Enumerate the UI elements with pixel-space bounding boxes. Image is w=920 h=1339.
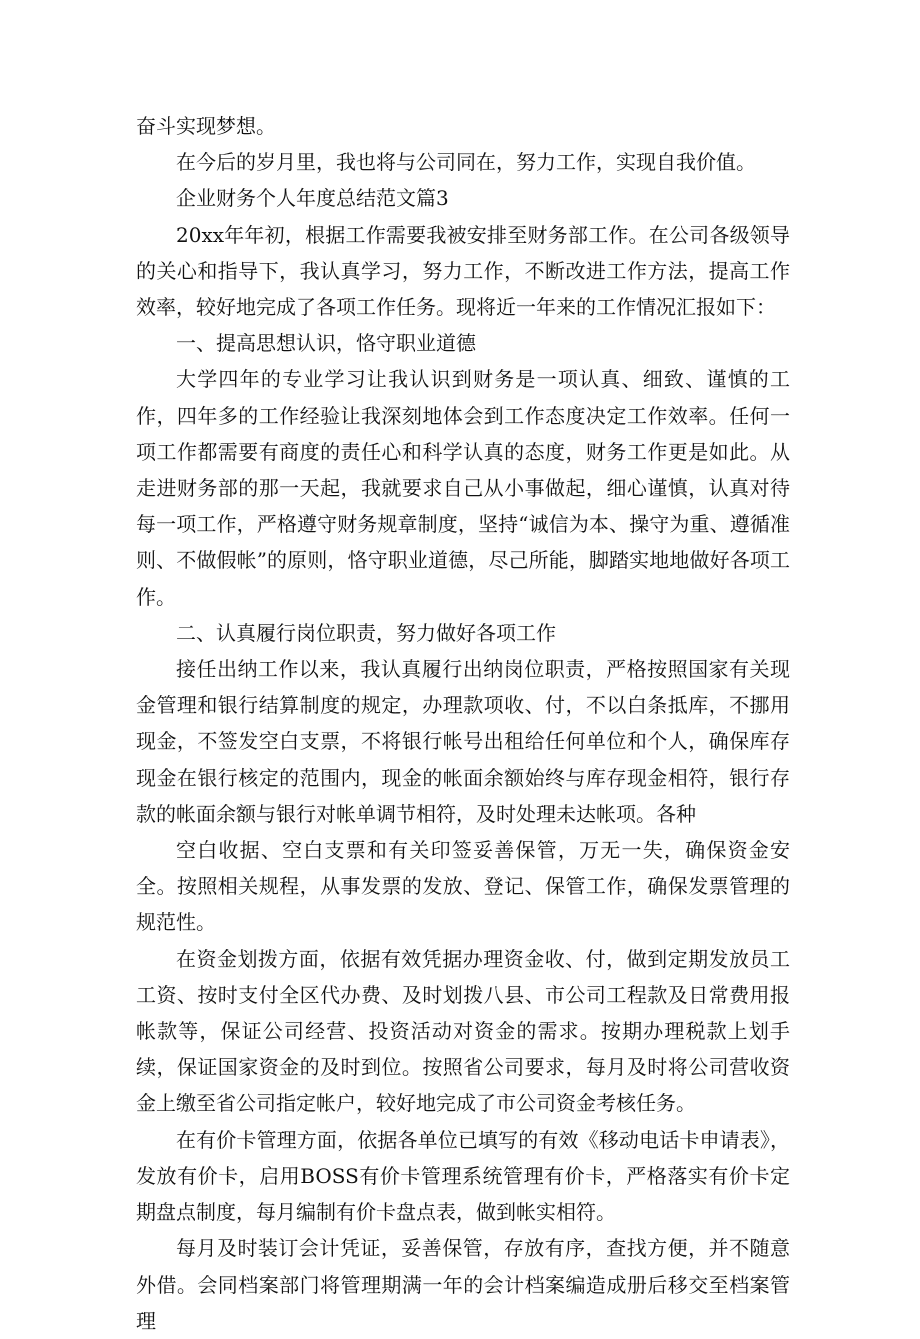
paragraph: 每月及时装订会计凭证，妥善保管，存放有序，查找方便，并不随意外借。会同档案部门将管理期满一年的会计档案编造成册后移交至档案管理 — [136, 1236, 790, 1333]
paragraph: 空白收据、空白支票和有关印签妥善保管，万无一失，确保资金安全。按照相关规程，从事发票的发放、登记、保管工作，确保发票管理的规范性。 — [136, 838, 790, 935]
paragraph: 在资金划拨方面，依据有效凭据办理资金收、付，做到定期发放员工工资、按时支付全区代办费、及时划拨八县、市公司工程款及日常费用报帐款等，保证公司经营、投资活动对资金的需求。按期办理税款上划手续，保证国家资金的及时到位。按照省公司要求，每月及时将公司营收资金上缴至省公司指定帐户，较好地完成了市公司资金考核任务。 — [136, 946, 790, 1116]
section-heading: 二、认真履行岗位职责，努力做好各项工作 — [176, 620, 556, 645]
document-body — [136, 108, 790, 1339]
paragraph: 大学四年的专业学习让我认识到财务是一项认真、细致、谨慎的工作，四年多的工作经验让我深刻地体会到工作态度决定工作效率。任何一项工作都需要有商度的责任心和科学认真的态度，财务工作更是如此。从走进财务部的那一天起，我就要求自己从小事做起，细心谨慎，认真对待每一项工作，严格遵守财务规章制度，坚持“诚信为本、操守为重、遵循准则、不做假帐”的原则，恪守职业道德，尽己所能，脚踏实地地做好各项工作。 — [136, 367, 790, 609]
paragraph: 奋斗实现梦想。 — [136, 114, 276, 138]
paragraph: 在有价卡管理方面，依据各单位已填写的有效《移动电话卡申请表》，发放有价卡，启用BOSS有价卡管理系统管理有价卡，严格落实有价卡定期盘点制度，每月编制有价卡盘点表，做到帐实相符。 — [136, 1127, 790, 1225]
paragraph: 在今后的岁月里，我也将与公司同在，努力工作，实现自我价值。 — [176, 150, 756, 175]
section-title: 企业财务个人年度总结范文篇3 — [176, 186, 449, 211]
paragraph: 接任出纳工作以来，我认真履行出纳岗位职责，严格按照国家有关现金管理和银行结算制度的规定，办理款项收、付，不以白条抵库，不挪用现金，不签发空白支票，不将银行帐号出租给任何单位和个人，确保库存现金在银行核定的范围内，现金的帐面余额始终与库存现金相符，银行存款的帐面余额与银行对帐单调节相符，及时处理未达帐项。各种 — [136, 657, 790, 826]
section-heading: 一、提高思想认识，恪守职业道德 — [176, 331, 476, 356]
paragraph: 20xx年年初，根据工作需要我被安排至财务部工作。在公司各级领导的关心和指导下，我认真学习，努力工作，不断改进工作方法，提高工作效率，较好地完成了各项工作任务。现将近一年来的工作情况汇报如下： — [136, 222, 790, 320]
